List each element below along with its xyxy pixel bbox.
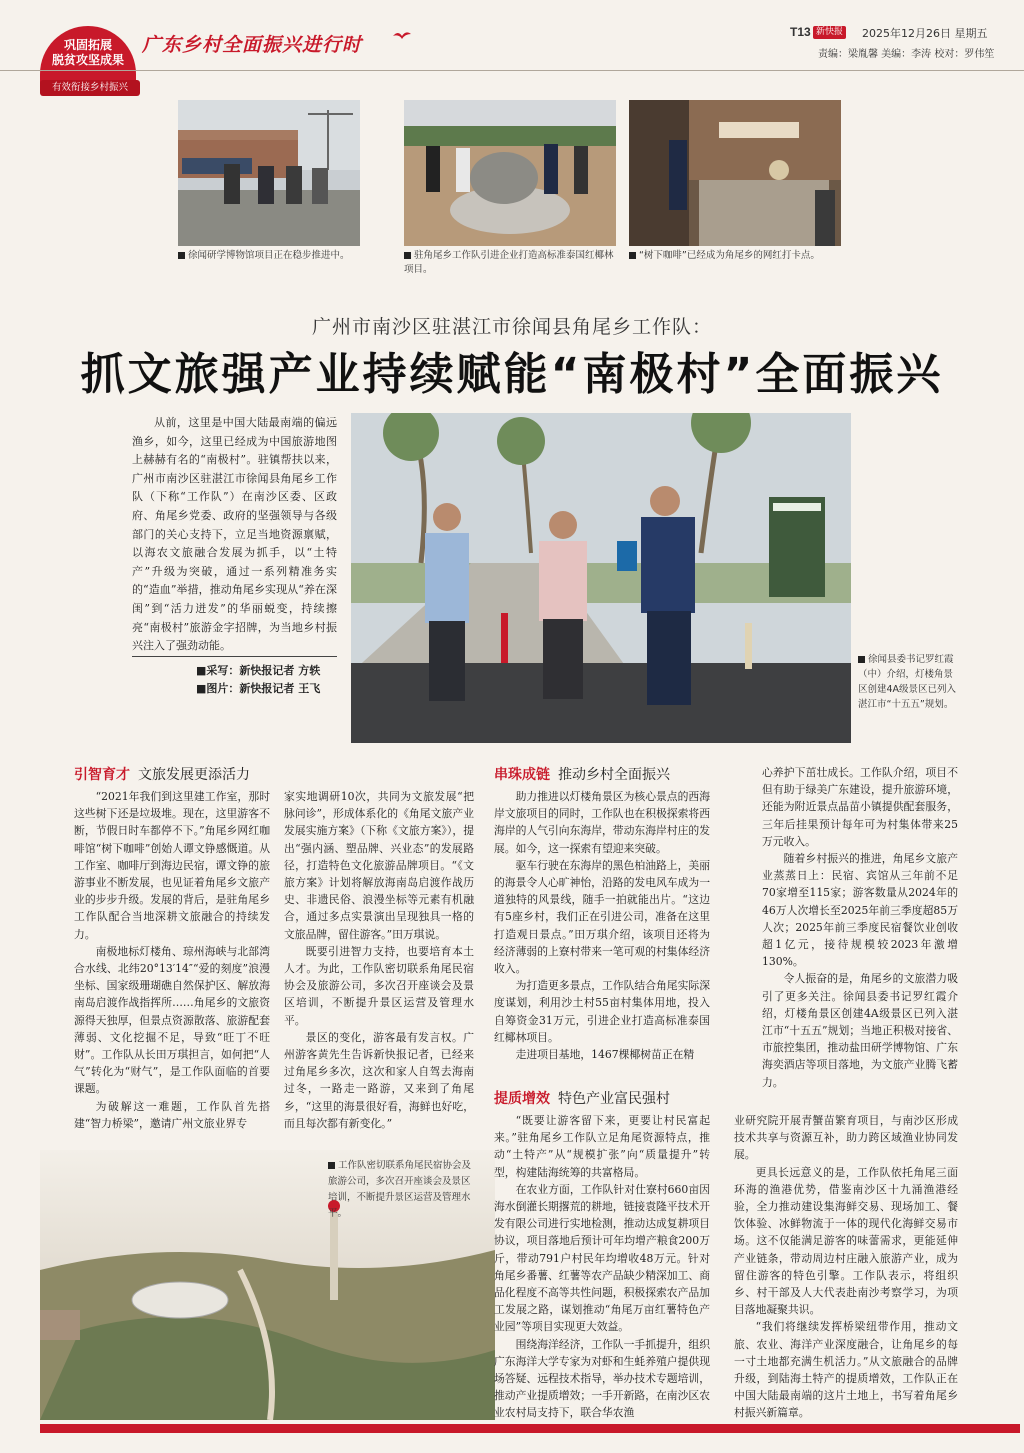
photo-tree-cafe (629, 100, 841, 246)
main-photo (351, 413, 851, 743)
body-column-6 (734, 1112, 958, 1422)
paragraph: “2021年我们到这里建工作室，那时这些树下还是垃圾堆。现在，这里游客不断，节假日时车都停不下。”角尾乡网红咖啡馆“树下咖啡”创始人谭文铮感慨道。从工作室、咖啡厅到海边民宿，谭文铮的旅游事业不断发展，也见证着角尾乡文旅产业的步步升级。发展的背后，是驻角尾乡工作队配合当地深耕文旅融合的持续发力。 (74, 790, 270, 941)
body-column-1 (74, 788, 270, 1132)
paragraph: 业研究院开展青蟹苗繁育项目，与南沙区形成技术共享与资源互补，助力跨区域渔业协同发展。 (734, 1114, 958, 1162)
byline-photographer: ■图片：新快报记者 王飞 (196, 682, 321, 695)
editor-credits: 责编：梁胤馨 美编：李涛 校对：罗伟笙 (818, 49, 995, 60)
paragraph: 驱车行驶在东海岸的黑色柏油路上，美丽的海景令人心旷神怡，沿路的发电风车成为一道独特的风景线，随手一拍就能出片。“这边有5座乡村，我们正在引进公司，准备在这里打造观日景点。”田万琪介绍，该项目还将为经济薄弱的上寮村带来一笔可观的村集体经济收入。 (494, 858, 710, 976)
paragraph: “我们将继续发挥桥梁纽带作用，推动文旅、农业、海洋产业深度融合，让角尾乡的每一寸土地都充满生机活力。”从文旅融合的品牌升级，到陆海土特产的提质增效，工作队正在中国大陆最南端的这片土地上，书写着角尾乡村振兴新篇章。 (734, 1320, 958, 1420)
paragraph: 家实地调研10次，共同为文旅发展“把脉问诊”，形成体系化的《角尾文旅产业发展实施方案》（下称《文旅方案》），提出“强内涵、塑品牌、兴业态”的发展路径，打造特色文化旅游品牌项目。“《文旅方案》计划将解放海南岛启渡作战历史、非遗民俗、浪漫坐标等元素有机融合，通过多点实景演出呈现独具一格的文旅品牌，留住游客。”田万琪说。 (284, 790, 474, 941)
badge-line1: 巩固拓展 (63, 38, 112, 52)
footer-accent-bar (40, 1424, 1020, 1433)
photo-coconut-project (404, 100, 616, 246)
photo-caption: 驻角尾乡工作队引进企业打造高标准泰国红椰林项目。 (404, 250, 614, 275)
lead-divider (132, 656, 337, 657)
byline (196, 662, 320, 698)
article-lead: 从前，这里是中国大陆最南端的偏远渔乡，如今，这里已经成为中国旅游地图上赫赫有名的“南极村”。驻镇帮扶以来，广州市南沙区驻湛江市徐闻县角尾乡工作队（下称“工作队”）在南沙区委、区政府、角尾乡党委、政府的坚强领导与各级部门的关心支持下，立足当地资源禀赋，以海农文旅融合发展为抓手，以“土特产”升级为突破，通过一系列精准务实的“造血”举措，推动角尾乡实现从“养在深闺”到“活力迸发”的华丽蜕变，持续擦亮“南极村”旅游金字招牌，为当地乡村振兴注入了强劲动能。 (132, 416, 337, 653)
paragraph: 南极地标灯楼角、琼州海峡与北部湾合水线、北纬20°13′14″“爱的刻度”浪漫坐标、国家级珊瑚礁自然保护区、解放海南岛启渡作战指挥所……角尾乡的文旅资源得天独厚，但景点资源散落、旅游配套薄弱、文化挖掘不足，导致“旺丁不旺财”。工作队从长田万琪担言，如何把“人气”转化为“财气”，是工作队面临的首要课题。 (74, 944, 270, 1096)
photo-museum-project (178, 100, 360, 246)
column-tag: 有效衔接乡村振兴 (40, 80, 140, 96)
page-number: T13 (790, 25, 811, 39)
body-column-3 (494, 788, 710, 1063)
section-heading-2: 串珠成链 推动乡村全面振兴 (494, 767, 670, 783)
photo-caption: 徐闻研学博物馆项目正在稳步推进中。 (178, 249, 362, 263)
paragraph: 走进项目基地，1467棵椰树苗正在精 (515, 1048, 695, 1062)
bird-icon (392, 28, 412, 44)
paragraph: 围绕海洋经济，工作队一手抓提升，组织广东海洋大学专家为对虾和生蚝养殖户提供现场答疑、远程技术指导，举办技术专题培训，推动产业提质增效；一手开新路，在南沙区农业农村局支持下，联合华农渔 (494, 1337, 710, 1420)
paragraph: “既要让游客留下来，更要让村民富起来。”驻角尾乡工作队立足角尾资源特点，推动“土特产”从“规模扩张”向“质量提升”转型，构建陆海统筹的共富格局。 (494, 1114, 710, 1179)
paragraph: 助力推进以灯楼角景区为核心景点的西海岸文旅项目的同时，工作队也在积极探索将西海岸的人气引向东海岸，带动东海岸村庄的发展。如今，这一探索有望迎来突破。 (494, 790, 710, 855)
article-kicker: 广州市南沙区驻湛江市徐闻县角尾乡工作队： (311, 316, 712, 338)
paragraph: 为破解这一难题，工作队首先搭建“智力桥梁”，邀请广州文旅业界专 (74, 1099, 270, 1130)
paragraph: 随着乡村振兴的推进，角尾乡文旅产业蒸蒸日上：民宿、宾馆从三年前不足70家增至115家；游客数量从2024年的46万人次增长至2025年前三季度超85万人次；2025年前三季度民宿餐饮业创收超1亿元，接待规模较2023年激增130%。 (762, 852, 958, 969)
section-heading-3: 提质增效 特色产业富民强村 (494, 1091, 670, 1107)
paragraph: 在农业方面，工作队针对仕寮村660亩因海水倒灌长期撂荒的耕地，链接袁隆平技术开发有限公司进行实地检测，推动达成复耕项目协议，项目落地后预计可年均增产粮食200万斤，带动791户村民年均增收48万元。针对角尾乡番薯、红薯等农产品缺少精深加工、商品化程度不高等共性问题，积极探索农产品加工发展之路，谋划推动“角尾万亩红薯特色产业园”等项目实现更大效益。 (494, 1182, 710, 1334)
main-photo-caption: 徐闻县委书记罗红霞（中）介绍，灯楼角景区创建4A级景区已列入湛江市“十五五”规划。 (858, 654, 957, 710)
section-heading-1: 引智育才 文旅发展更添活力 (74, 767, 250, 783)
paragraph: 令人振奋的是，角尾乡的文旅潜力吸引了更多关注。徐闻县委书记罗红霞介绍，灯楼角景区创建4A级景区已列入湛江市“十五五”规划；当地正积极对接省、市旅控集团，推动盐田研学博物馆、广东海奕酒店等项目落地，为文旅产业腾飞蓄力。 (762, 972, 958, 1089)
body-column-2 (284, 788, 474, 1132)
paragraph: 既要引进智力支持，也要培育本土人才。为此，工作队密切联系角尾民宿协会及旅游公司，多次召开座谈会及景区培训，不断提升景区运营及管理水平。 (284, 944, 474, 1027)
body-column-5 (494, 1112, 710, 1422)
publication-date: 2025年12月26日 星期五 (862, 27, 988, 40)
article-headline: 抓文旅强产业持续赋能“南极村”全面振兴 (80, 349, 944, 400)
body-column-4 (762, 764, 958, 1091)
paper-badge: 新快报 (813, 26, 846, 39)
badge-line2: 脱贫攻坚成果 (51, 53, 124, 67)
photo-caption: “树下咖啡”已经成为角尾乡的网红打卡点。 (629, 249, 843, 263)
aerial-photo-caption: 工作队密切联系角尾民宿协会及旅游公司，多次召开座谈会及景区培训，不断提升景区运营及管理水平。 (328, 1160, 472, 1219)
header-divider (0, 70, 1024, 71)
byline-writer: ■采写：新快报记者 方轶 (196, 664, 321, 677)
paragraph: 景区的变化，游客最有发言权。广州游客黄先生告诉新快报记者，已经来过角尾乡多次，这次和家人自驾去海南过冬，一路走一路游，又来到了角尾乡，“这里的海景很好看，海鲜也好吃，而且每次都有新变化。” (284, 1030, 474, 1130)
paragraph: 心养护下茁壮成长。工作队介绍，项目不但有助于绿美广东建设，提升旅游环境，还能为附近景点晶苗小镇提供配套服务，三年后挂果预计每年可为村集体带来25万元收入。 (762, 766, 958, 848)
series-title: 广东乡村全面振兴进行时 (142, 34, 363, 56)
paragraph: 更具长远意义的是，工作队依托角尾三面环海的渔港优势，借鉴南沙区十九涌渔港经验，全力推动建设集海鲜交易、现场加工、餐饮体验、冰鲜物流于一体的现代化海鲜交易市场。这不仅能满足游客的味蕾需求，更能延伸产业链条，带动周边村庄融入旅游产业，成为留住游客的特色引擎。工作队表示，将组织乡、村干部及人大代表赴南沙考察学习，为项目落地凝聚共识。 (734, 1165, 958, 1317)
paragraph: 为打造更多景点，工作队结合角尾实际深度谋划，利用沙土村55亩村集体用地，投入自筹资金31万元，引进企业打造高标准泰国红椰林项目。 (494, 979, 710, 1044)
